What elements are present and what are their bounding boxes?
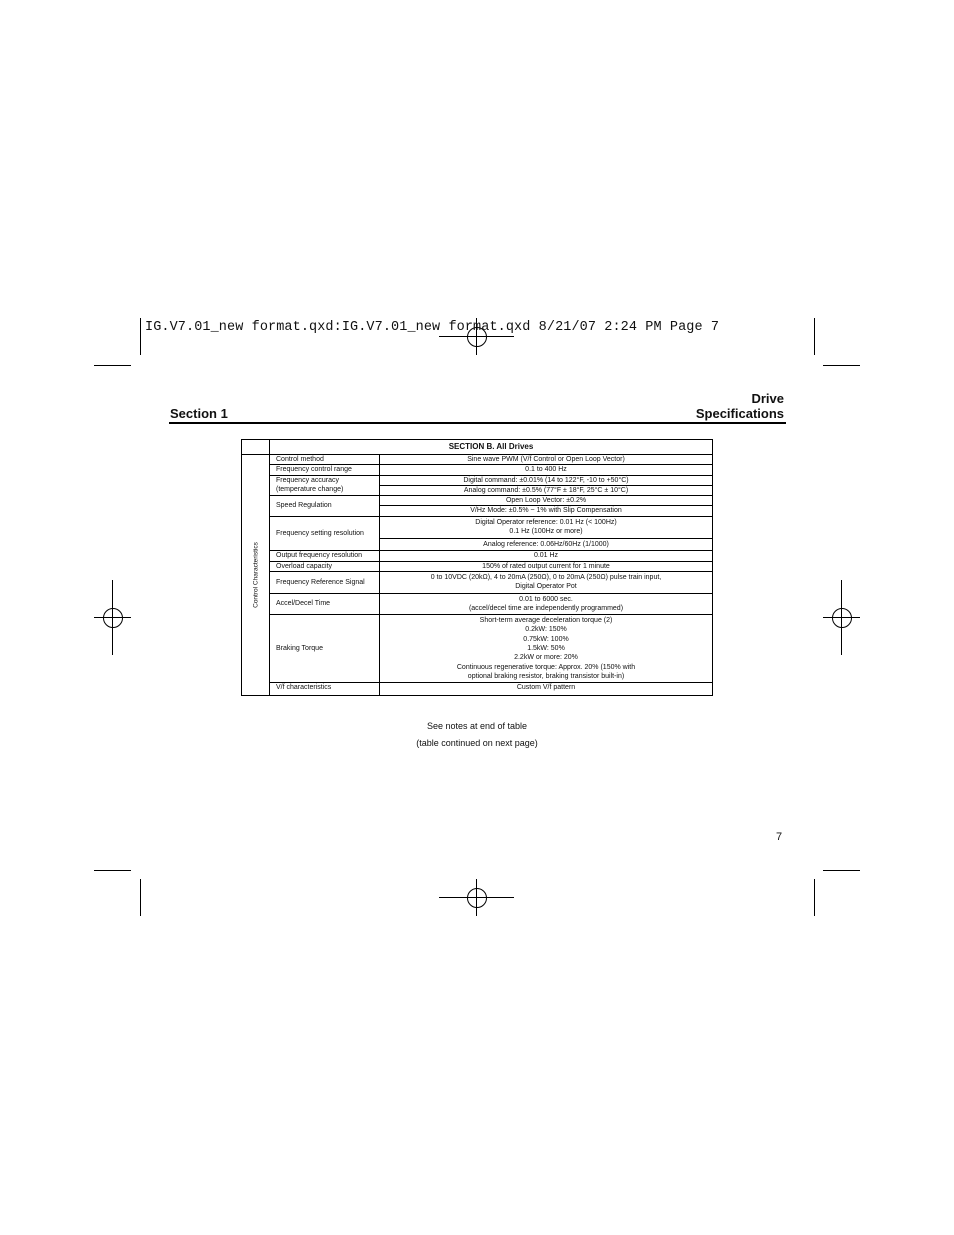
registration-target-icon bbox=[467, 888, 487, 908]
spec-value: 150% of rated output current for 1 minute bbox=[380, 561, 713, 571]
crop-mark bbox=[94, 365, 131, 366]
spec-label-line: Frequency accuracy bbox=[276, 477, 340, 485]
crop-mark bbox=[94, 870, 131, 871]
spec-value-line: Short-term average deceleration torque (2) bbox=[479, 617, 613, 625]
spec-table bbox=[241, 439, 713, 696]
table-corner-cell bbox=[242, 440, 270, 455]
table-title: SECTION B. All Drives bbox=[270, 440, 713, 455]
spec-label: Braking Torque bbox=[270, 615, 380, 683]
spec-value-line: 0.75kW: 100% bbox=[523, 635, 569, 643]
spec-label: Control method bbox=[270, 455, 380, 465]
table-header-row bbox=[242, 440, 713, 455]
page-title bbox=[696, 391, 784, 421]
registration-target-icon bbox=[832, 608, 852, 628]
crop-mark bbox=[823, 870, 860, 871]
spec-label: Overload capacity bbox=[270, 561, 380, 571]
spec-label: Speed Regulation bbox=[270, 496, 380, 517]
spec-label-line: (temperature change) bbox=[276, 486, 344, 494]
page-title-line: Drive bbox=[751, 391, 784, 406]
spec-label: Frequency Reference Signal bbox=[270, 571, 380, 593]
spec-value bbox=[380, 571, 713, 593]
side-category-cell bbox=[242, 455, 270, 696]
page-title-line: Specifications bbox=[695, 406, 784, 421]
spec-value-line: 0.2kW: 150% bbox=[525, 626, 567, 634]
spec-value: Sine wave PWM (V/f Control or Open Loop Vector) bbox=[380, 455, 713, 465]
spec-value-line: 0 to 10VDC (20kΩ), 4 to 20mA (250Ω), 0 to 20mA (250Ω) pulse train input, bbox=[430, 573, 662, 581]
spec-value: V/Hz Mode: ±0.5% ~ 1% with Slip Compensation bbox=[380, 506, 713, 516]
crop-mark bbox=[140, 318, 141, 355]
spec-value bbox=[380, 615, 713, 683]
side-category-label: Control Characteristics bbox=[251, 541, 259, 608]
table-row bbox=[242, 455, 713, 465]
spec-value-line: Digital Operator reference: 0.01 Hz (< 100Hz) bbox=[475, 518, 617, 526]
crop-mark bbox=[814, 318, 815, 355]
spec-value: Digital command: ±0.01% (14 to 122°F, -10 to +50°C) bbox=[380, 475, 713, 485]
table-row bbox=[242, 593, 713, 615]
spec-value-line: (accel/decel time are independently programmed) bbox=[468, 604, 624, 612]
spec-value-line: 0.01 to 6000 sec. bbox=[519, 595, 573, 603]
spec-value: 0.01 Hz bbox=[380, 551, 713, 561]
crop-mark bbox=[814, 879, 815, 916]
spec-value: Analog command: ±0.5% (77°F ± 18°F, 25°C ± 10°C) bbox=[380, 485, 713, 495]
table-note: See notes at end of table bbox=[426, 721, 528, 731]
crop-mark bbox=[823, 365, 860, 366]
table-row bbox=[242, 465, 713, 475]
spec-label: V/f characteristics bbox=[270, 683, 380, 695]
registration-target-icon bbox=[103, 608, 123, 628]
spec-value-line: 0.1 Hz (100Hz or more) bbox=[509, 528, 583, 536]
spec-value-line: 2.2kW or more: 20% bbox=[514, 654, 578, 662]
spec-value bbox=[380, 593, 713, 615]
table-row bbox=[242, 496, 713, 506]
spec-value: Custom V/f pattern bbox=[380, 683, 713, 695]
spec-value-line: Digital Operator Pot bbox=[515, 583, 577, 591]
spec-value-line: 1.5kW: 50% bbox=[527, 645, 565, 653]
table-continued-note: (table continued on next page) bbox=[416, 738, 538, 748]
table-row bbox=[242, 561, 713, 571]
table-row bbox=[242, 615, 713, 683]
section-label: Section 1 bbox=[170, 406, 228, 421]
spec-value: Open Loop Vector: ±0.2% bbox=[380, 496, 713, 506]
table-row bbox=[242, 516, 713, 539]
file-slug-line: IG.V7.01_new format.qxd:IG.V7.01_new format.qxd 8/21/07 2:24 PM Page 7 bbox=[145, 320, 720, 335]
spec-label: Frequency control range bbox=[270, 465, 380, 475]
table-row bbox=[242, 475, 713, 485]
table-row bbox=[242, 683, 713, 695]
spec-value-line: optional braking resistor, braking transistor built-in) bbox=[467, 672, 625, 680]
spec-value bbox=[380, 516, 713, 539]
table-row bbox=[242, 551, 713, 561]
spec-value: 0.1 to 400 Hz bbox=[380, 465, 713, 475]
spec-label: Frequency setting resolution bbox=[270, 516, 380, 551]
spec-label: Output frequency resolution bbox=[270, 551, 380, 561]
spec-label: Accel/Decel Time bbox=[270, 593, 380, 615]
page-number: 7 bbox=[776, 831, 783, 843]
table-row bbox=[242, 571, 713, 593]
spec-label bbox=[270, 475, 380, 496]
spec-value: Analog reference: 0.06Hz/60Hz (1/1000) bbox=[380, 539, 713, 551]
spec-value-line: Continuous regenerative torque: Approx. 20% (150% with bbox=[456, 663, 636, 671]
crop-mark bbox=[140, 879, 141, 916]
header-rule bbox=[169, 422, 786, 424]
